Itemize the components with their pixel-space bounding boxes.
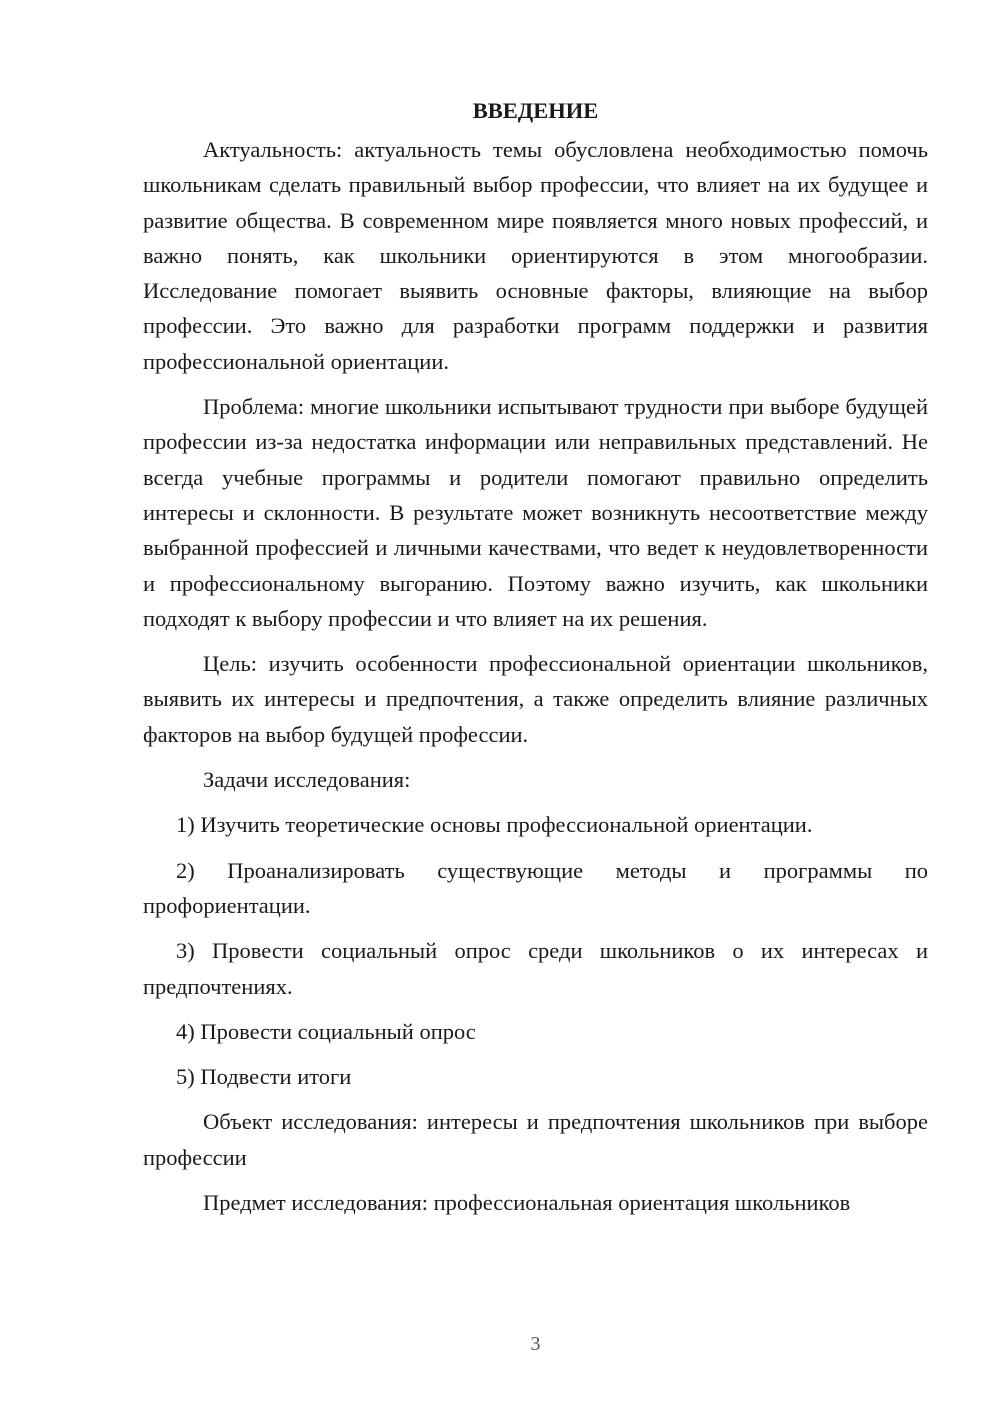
section-heading: ВВЕДЕНИЕ: [472, 98, 599, 123]
task-item-5: 5) Подвести итоги: [176, 1064, 352, 1090]
goal-paragraph: Цель: изучить особенности профессиональной ориентации школьников, выявить их интересы и предпочтения, а также определить влияние различных факторов на выбор будущей профессии.: [143, 651, 928, 747]
relevance-paragraph: Актуальность: актуальность темы обусловлена необходимостью помочь школьникам сделать правильный выбор профессии, что влияет на их будущее и развитие общества. В современном мире появляется много новых профессий, и важно понять, как школьники ориентируются в этом многообразии. Исследование помогает выявить основные факторы, влияющие на выбор профессии. Это важно для разработки программ поддержки и развития профессиональной ориентации.: [143, 137, 928, 374]
task-item-3: 3) Провести социальный опрос среди школьников о их интересах и предпочтениях.: [143, 938, 928, 999]
subject-paragraph: Предмет исследования: профессиональная ориентация школьников: [203, 1190, 851, 1216]
document-page: [143, 92, 928, 1230]
task-item-1: 1) Изучить теоретические основы профессиональной ориентации.: [176, 812, 813, 838]
page-number: 3: [530, 1333, 541, 1355]
task-item-2: 2) Проанализировать существующие методы и программы по профориентации.: [143, 857, 928, 918]
tasks-title: Задачи исследования:: [203, 767, 411, 793]
problem-paragraph: Проблема: многие школьники испытывают трудности при выборе будущей профессии из-за недостатка информации или неправильных представлений. Не всегда учебные программы и родители помогают правильно определить интересы и склонности. В результате может возникнуть несоответствие между выбранной профессией и личными качествами, что ведет к неудовлетворенности и профессиональному выгоранию. Поэтому важно изучить, как школьники подходят к выбору профессии и что влияет на их решения.: [143, 394, 928, 631]
object-paragraph: Объект исследования: интересы и предпочтения школьников при выборе профессии: [143, 1109, 928, 1170]
task-item-4: 4) Провести социальный опрос: [176, 1018, 476, 1044]
